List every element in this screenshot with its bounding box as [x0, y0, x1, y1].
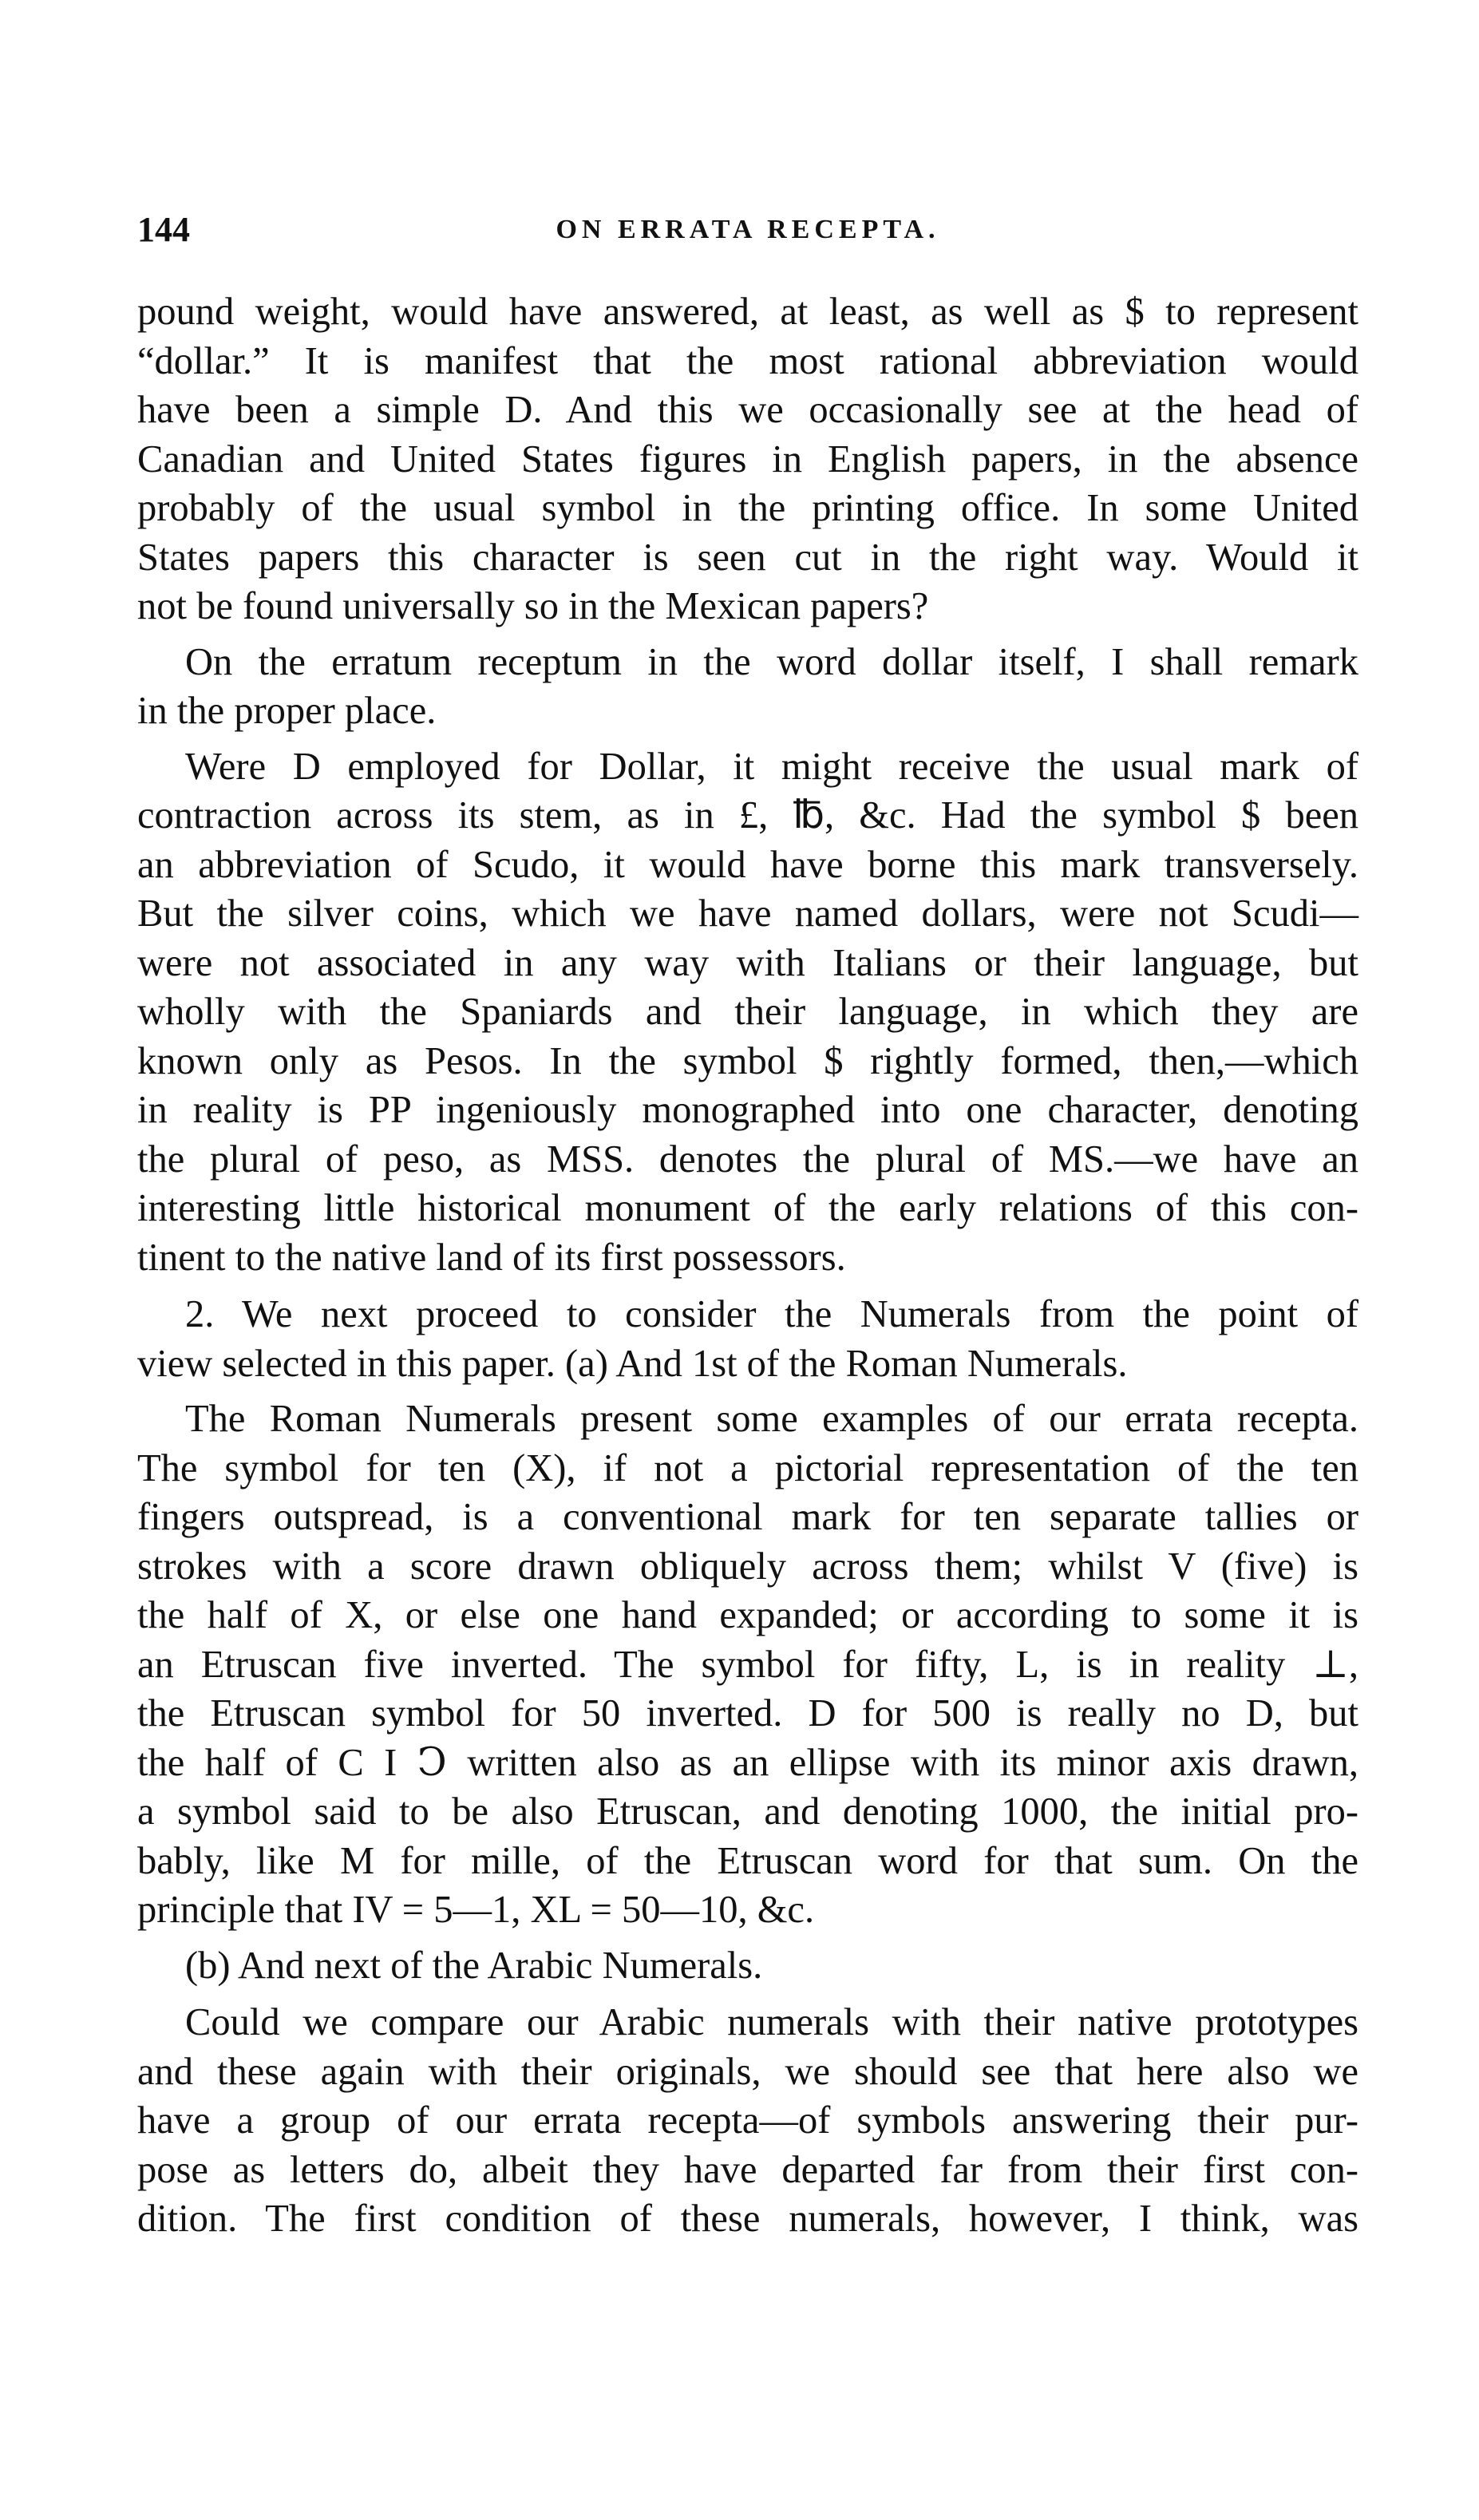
text-line: the half of C I Ↄ written also as an ellipse with its minor axis drawn,	[137, 1741, 1358, 1784]
text-line: in reality is PP ingeniously monographed into one character, denoting	[137, 1089, 1358, 1131]
text-line: fingers outspread, is a conventional mark for ten separate tallies or	[137, 1496, 1358, 1538]
text-line: contraction across its stem, as in £, ℔, &c. Had the symbol $ been	[137, 794, 1358, 837]
text-line: have a group of our errata recepta—of symbols answering their pur-	[137, 2099, 1358, 2142]
text-line: have been a simple D. And this we occasionally see at the head of	[137, 389, 1358, 431]
text-line: On the erratum receptum in the word dollar itself, I shall remark	[185, 640, 1358, 683]
text-line: wholly with the Spaniards and their language, in which they are	[137, 991, 1358, 1033]
text-line: the Etruscan symbol for 50 inverted. D for 500 is really no D, but	[137, 1692, 1358, 1735]
text-line: a symbol said to be also Etruscan, and denoting 1000, the initial pro-	[137, 1790, 1358, 1833]
text-line: the half of X, or else one hand expanded; or according to some it is	[137, 1594, 1358, 1636]
text-line: probably of the usual symbol in the printing office. In some United	[137, 487, 1358, 529]
text-line: pound weight, would have answered, at least, as well as $ to represent	[137, 291, 1358, 333]
text-line: bably, like M for mille, of the Etruscan word for that sum. On the	[137, 1839, 1358, 1882]
text-line: interesting little historical monument of the early relations of this con-	[137, 1187, 1358, 1229]
text-line: But the silver coins, which we have named dollars, were not Scudi—	[137, 892, 1358, 935]
text-line: Were D employed for Dollar, it might receive the usual mark of	[185, 745, 1358, 788]
paragraph-erratum-receptum	[137, 638, 1358, 736]
body-text	[137, 287, 1358, 2250]
text-line: “dollar.” It is manifest that the most rational abbreviation would	[137, 339, 1358, 382]
paragraph-arabic-numerals	[137, 1998, 1358, 2244]
text-line: tinent to the native land of its first possessors.	[137, 1236, 846, 1279]
text-line: (b) And next of the Arabic Numerals.	[185, 1944, 763, 1987]
paragraph-pesos	[137, 742, 1358, 1283]
paragraph-roman-numerals	[137, 1395, 1358, 1935]
text-line: not be found universally so in the Mexican papers?	[137, 585, 929, 627]
text-line: the plural of peso, as MSS. denotes the plural of MS.—we have an	[137, 1137, 1358, 1181]
text-line: States papers this character is seen cut in the right way. Would it	[137, 536, 1358, 579]
text-line: in the proper place.	[137, 690, 437, 732]
paragraph-numerals-intro	[137, 1290, 1358, 1388]
page-number: 144	[137, 210, 190, 249]
running-head	[137, 206, 1358, 254]
text-line: and these again with their originals, we should see that here also we	[137, 2050, 1358, 2093]
text-line: an Etruscan five inverted. The symbol for fifty, L, is in reality ⊥,	[137, 1643, 1358, 1686]
text-line: principle that IV = 5—1, XL = 50—10, &c.	[137, 1889, 815, 1931]
text-line: dition. The first condition of these numerals, however, I think, was	[137, 2198, 1358, 2240]
text-line: Canadian and United States figures in English papers, in the absence	[137, 437, 1358, 481]
text-line: an abbreviation of Scudo, it would have borne this mark transversely.	[137, 843, 1358, 886]
paragraph-dollar-abbreviation	[137, 287, 1358, 631]
text-line: 2. We next proceed to consider the Numerals from the point of	[185, 1293, 1358, 1335]
text-line: strokes with a score drawn obliquely across them; whilst V (five) is	[137, 1545, 1358, 1588]
text-line: known only as Pesos. In the symbol $ rightly formed, then,—which	[137, 1039, 1358, 1082]
text-line: The symbol for ten (X), if not a pictorial representation of the ten	[137, 1446, 1358, 1489]
running-title: ON ERRATA RECEPTA.	[556, 215, 940, 244]
text-line: pose as letters do, albeit they have departed far from their first con-	[137, 2148, 1358, 2191]
paragraph-arabic-numerals-heading	[137, 1941, 1358, 1991]
text-line: were not associated in any way with Italians or their language, but	[137, 941, 1358, 984]
text-line: view selected in this paper. (a) And 1st of the Roman Numerals.	[137, 1342, 1128, 1385]
text-line: The Roman Numerals present some examples of our errata recepta.	[185, 1398, 1358, 1440]
text-line: Could we compare our Arabic numerals with their native prototypes	[185, 2001, 1358, 2043]
